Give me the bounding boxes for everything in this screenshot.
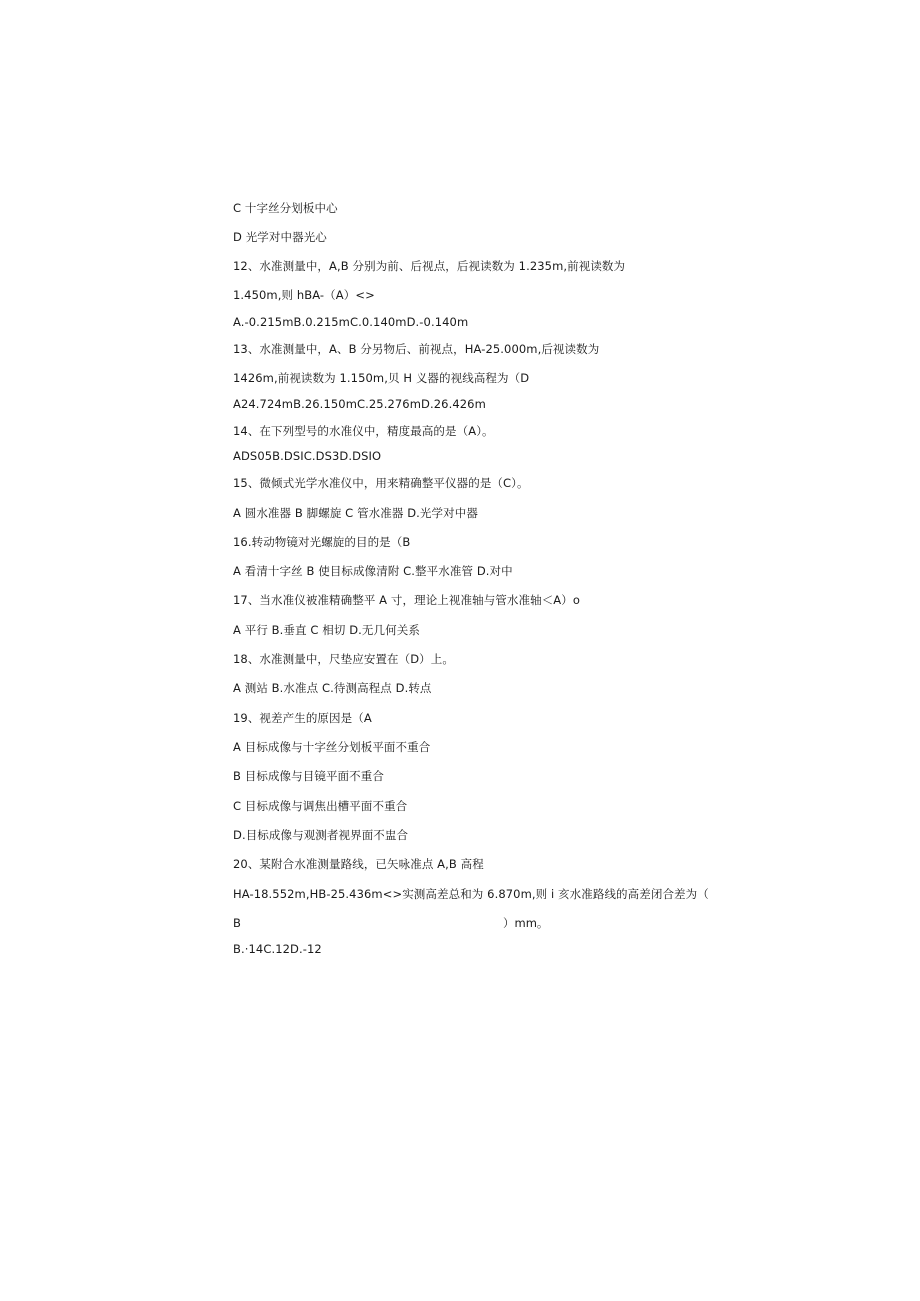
answer-options: B.·14C.12D.-12 — [233, 942, 322, 956]
answer-option: A 目标成像与十字丝分划板平面不重合 — [233, 740, 431, 754]
answer-options: A 平行 B.垂直 C 相切 D.无几何关系 — [233, 623, 420, 637]
question-16: 16.转动物镜对光螺旋的目的是（B — [233, 535, 411, 549]
answer-blank-left: B — [233, 916, 241, 930]
question-19: 19、视差产生的原因是（A — [233, 711, 372, 725]
question-14: 14、在下列型号的水准仪中，精度最高的是（A）。 — [233, 424, 494, 438]
answer-options: A 测站 B.水准点 C.待测高程点 D.转点 — [233, 681, 432, 695]
answer-option: B 目标成像与目镜平面不重合 — [233, 769, 384, 783]
answer-option: C 目标成像与调焦出槽平面不重合 — [233, 799, 408, 813]
question-18: 18、水准测量中，尺垫应安置在（D）上。 — [233, 652, 454, 666]
question-17: 17、当水准仪被准精确整平 A 寸，理论上视准轴与管水准轴＜A）o — [233, 593, 581, 607]
answer-options: A.-0.215mB.0.215mC.0.140mD.-0.140m — [233, 315, 469, 329]
text-line: 1426m,前视读数为 1.150m,贝 H 义器的视线高程为（D — [233, 371, 530, 385]
question-12: 12、水准测量中，A,B 分别为前、后视点，后视读数为 1.235m,前视读数为 — [233, 259, 626, 273]
answer-options: A 看清十字丝 B 使目标成像清附 C.整平水准管 D.对中 — [233, 564, 513, 578]
answer-option: D.目标成像与观测者视界面不盅合 — [233, 828, 409, 842]
answer-options: ADS05B.DSIC.DS3D.DSIO — [233, 449, 382, 463]
text-line: C 十字丝分划板中心 — [233, 201, 338, 215]
answer-options: A 圆水准器 B 脚螺旋 C 管水准器 D.光学对中器 — [233, 506, 478, 520]
question-20: 20、某附合水准测量路线，已矢咏准点 A,B 高程 — [233, 857, 484, 871]
question-15: 15、微倾式光学水准仪中，用来精确整平仪器的是（C）。 — [233, 476, 529, 490]
answer-blank-right: ）mm。 — [503, 916, 549, 930]
answer-options: A24.724mB.26.150mC.25.276mD.26.426m — [233, 397, 486, 411]
question-13: 13、水准测量中，A、B 分另物后、前视点，HA-25.000m,后视读数为 — [233, 342, 600, 356]
text-line: 1.450m,则 hBA-（A）<> — [233, 288, 375, 302]
text-line: D 光学对中器光心 — [233, 230, 327, 244]
text-line: HA-18.552m,HB-25.436m<>实测高差总和为 6.870m,则 i 亥水准路线的高差闭合差为（ — [233, 887, 709, 901]
